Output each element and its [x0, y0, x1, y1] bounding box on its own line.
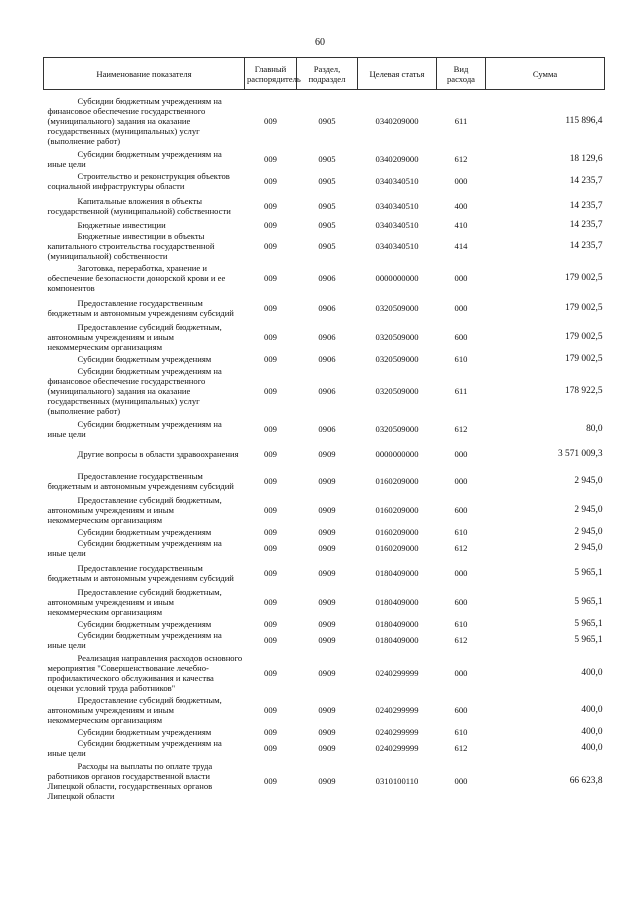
- row-article: 0240299999: [375, 705, 419, 715]
- table-row: [44, 726, 605, 737]
- table-row: [44, 586, 605, 618]
- table-row: [44, 219, 605, 230]
- row-name-line: Реализация направления расходов основного: [77, 652, 243, 663]
- row-name-line: некоммерческим организациям: [47, 607, 163, 617]
- row-name-line: Субсидии бюджетным учреждениям: [77, 618, 212, 629]
- row-administrator: 009: [264, 543, 277, 553]
- row-name-line: бюджетным и автономным учреждениям субсидий: [47, 480, 234, 491]
- row-type: 000: [454, 302, 468, 313]
- row-article: 0160209000: [375, 526, 419, 537]
- row-sum: 400,0: [581, 743, 603, 753]
- row-name: [44, 230, 245, 262]
- row-name-line: иные цели: [47, 548, 86, 558]
- row-sum: 400,0: [581, 667, 603, 678]
- row-sum: 18 129,6: [569, 154, 603, 164]
- table-row: [44, 694, 605, 726]
- row-sum: 3 571 009,3: [557, 448, 603, 459]
- budget-table: [43, 57, 605, 802]
- row-type: 612: [454, 154, 468, 164]
- row-article: 0160209000: [375, 475, 419, 486]
- row-type: 414: [454, 241, 468, 251]
- row-article: 0340209000: [375, 116, 419, 126]
- row-administrator: 009: [264, 597, 277, 607]
- row-administrator: 009: [264, 618, 277, 629]
- row-name-line: (муниципального) задания на оказание: [47, 116, 191, 126]
- row-article: 0340340510: [375, 200, 419, 211]
- row-name-line: Предоставление субсидий бюджетным,: [77, 695, 222, 705]
- row-administrator: 009: [264, 526, 277, 537]
- table-row: [44, 494, 605, 526]
- row-name: [44, 629, 245, 651]
- table-row: [44, 192, 605, 219]
- row-administrator: 009: [264, 332, 277, 342]
- row-section: 0909: [318, 635, 336, 645]
- row-section: 0906: [318, 424, 336, 434]
- row-name: [44, 651, 245, 694]
- row-section: 0909: [318, 448, 336, 459]
- row-section: 0909: [318, 726, 336, 737]
- table-row: [44, 321, 605, 353]
- table-row: [44, 418, 605, 440]
- header-type: Вид расхода: [437, 58, 486, 90]
- row-type: 000: [454, 176, 468, 186]
- header-section: Раздел, подраздел: [297, 58, 358, 90]
- row-name-line: Субсидии бюджетным учреждениям на: [77, 738, 222, 748]
- row-section: 0905: [318, 154, 336, 164]
- row-administrator: 009: [264, 273, 277, 283]
- row-name: [44, 559, 245, 586]
- row-sum: 5 965,1: [574, 597, 603, 607]
- row-article: 0240299999: [375, 726, 419, 737]
- row-name-line: (муниципального) задания на оказание: [47, 386, 191, 396]
- row-name-line: Предоставление государственным: [77, 297, 203, 308]
- table-row: [44, 559, 605, 586]
- row-administrator: 009: [264, 635, 277, 645]
- row-section: 0905: [318, 241, 336, 251]
- row-administrator: 009: [264, 505, 277, 515]
- row-administrator: 009: [264, 200, 277, 211]
- row-section: 0906: [318, 353, 336, 364]
- row-sum: 178 922,5: [565, 386, 603, 396]
- row-administrator: 009: [264, 424, 277, 434]
- table-row: [44, 467, 605, 494]
- row-sum: 179 002,5: [565, 302, 603, 313]
- row-sum: 115 896,4: [565, 116, 603, 126]
- row-name: [44, 94, 245, 148]
- table-row: [44, 759, 605, 802]
- row-name-line: некоммерческим организациям: [47, 715, 163, 725]
- row-sum: 2 945,0: [574, 505, 603, 515]
- row-section: 0905: [318, 176, 336, 186]
- table-row: [44, 353, 605, 364]
- row-article: 0320509000: [375, 386, 419, 396]
- row-article: 0000000000: [375, 273, 419, 283]
- row-name-line: бюджетным и автономным учреждениям субсидий: [47, 572, 234, 583]
- row-name: [44, 494, 245, 526]
- row-name-line: бюджетным и автономным учреждениям субсидий: [47, 307, 234, 318]
- row-article: 0180409000: [375, 635, 419, 645]
- row-article: 0340340510: [375, 219, 419, 230]
- row-name-line: оценки условий труда работников": [47, 682, 176, 693]
- row-section: 0909: [318, 667, 336, 678]
- row-article: 0240299999: [375, 743, 419, 753]
- row-name-line: автономным учреждениям и иным: [47, 705, 174, 715]
- row-name-line: социальной инфраструктуры области: [47, 181, 185, 191]
- row-administrator: 009: [264, 705, 277, 715]
- row-name-line: компонентов: [47, 283, 95, 293]
- row-name-line: Предоставление государственным: [77, 470, 203, 481]
- row-sum: 2 945,0: [574, 543, 603, 553]
- row-name-line: Липецкой области, государственных органов: [47, 780, 213, 791]
- row-sum: 14 235,7: [569, 241, 603, 251]
- row-name-line: (муниципальной) собственности: [47, 251, 168, 261]
- row-type: 612: [454, 743, 468, 753]
- row-article: 0320509000: [375, 424, 419, 434]
- row-name-line: капитального строительства государственной: [47, 241, 215, 251]
- row-sum: 14 235,7: [569, 200, 603, 211]
- row-administrator: 009: [264, 667, 277, 678]
- row-name: [44, 418, 245, 440]
- row-article: 0160209000: [375, 543, 419, 553]
- row-type: 000: [454, 567, 468, 578]
- row-section: 0909: [318, 526, 336, 537]
- table-row: [44, 364, 605, 418]
- row-sum: 14 235,7: [569, 176, 603, 186]
- table-row: [44, 262, 605, 294]
- table-row: [44, 618, 605, 629]
- row-sum: 179 002,5: [565, 273, 603, 283]
- row-name-line: финансовое обеспечение государственного: [47, 376, 206, 386]
- row-name: [44, 737, 245, 759]
- row-article: 0000000000: [375, 448, 419, 459]
- row-name-line: Субсидии бюджетным учреждениям: [77, 526, 212, 537]
- row-name-line: иные цели: [47, 640, 86, 650]
- row-administrator: 009: [264, 302, 277, 313]
- row-name-line: Другие вопросы в области здравоохранения: [77, 448, 239, 459]
- row-type: 400: [454, 200, 468, 211]
- table-row: [44, 148, 605, 170]
- row-name-line: работников органов государственной власти: [47, 770, 211, 781]
- row-name-line: Субсидии бюджетным учреждениям: [77, 353, 212, 364]
- row-sum: 2 945,0: [574, 475, 603, 486]
- row-type: 610: [454, 618, 468, 629]
- row-section: 0905: [318, 116, 336, 126]
- row-type: 000: [454, 448, 468, 459]
- row-name: [44, 321, 245, 353]
- row-name: [44, 726, 245, 737]
- table-row: [44, 230, 605, 262]
- row-name-line: мероприятия "Совершенствование лечебно-: [47, 662, 209, 673]
- row-type: 000: [454, 667, 468, 678]
- row-type: 612: [454, 424, 468, 434]
- table-row: [44, 170, 605, 192]
- row-name: [44, 170, 245, 192]
- row-type: 000: [454, 273, 468, 283]
- row-article: 0320509000: [375, 353, 419, 364]
- row-sum: 5 965,1: [574, 618, 603, 629]
- row-article: 0340209000: [375, 154, 419, 164]
- row-section: 0909: [318, 743, 336, 753]
- row-name-line: (выполнение работ): [47, 136, 121, 146]
- header-article: Целевая статья: [358, 58, 437, 90]
- row-name-line: (выполнение работ): [47, 406, 121, 416]
- row-section: 0909: [318, 543, 336, 553]
- row-name-line: Липецкой области: [47, 790, 115, 801]
- row-name-line: государственных (муниципальных) услуг: [47, 396, 200, 406]
- row-sum: 400,0: [581, 726, 603, 737]
- row-section: 0909: [318, 567, 336, 578]
- row-name: [44, 759, 245, 802]
- row-section: 0905: [318, 200, 336, 211]
- row-type: 410: [454, 219, 468, 230]
- row-administrator: 009: [264, 353, 277, 364]
- row-article: 0180409000: [375, 597, 419, 607]
- row-name-line: Предоставление субсидий бюджетным,: [77, 587, 222, 597]
- row-sum: 179 002,5: [565, 332, 603, 342]
- row-name-line: государственной (муниципальной) собственности: [47, 205, 231, 216]
- table-row: [44, 537, 605, 559]
- row-article: 0340340510: [375, 176, 419, 186]
- row-section: 0909: [318, 618, 336, 629]
- row-name: [44, 148, 245, 170]
- row-sum: 2 945,0: [574, 526, 603, 537]
- row-type: 000: [454, 775, 468, 786]
- row-administrator: 009: [264, 386, 277, 396]
- row-type: 600: [454, 705, 468, 715]
- row-sum: 80,0: [586, 424, 603, 434]
- row-name-line: Субсидии бюджетным учреждениям на: [77, 149, 222, 159]
- row-name-line: Предоставление субсидий бюджетным,: [77, 495, 222, 505]
- row-sum: 66 623,8: [569, 775, 603, 786]
- row-article: 0340340510: [375, 241, 419, 251]
- row-type: 600: [454, 505, 468, 515]
- row-name: [44, 353, 245, 364]
- row-name: [44, 618, 245, 629]
- row-type: 612: [454, 543, 468, 553]
- row-name-line: Субсидии бюджетным учреждениям: [77, 726, 212, 737]
- row-name-line: иные цели: [47, 159, 86, 169]
- row-name-line: Предоставление государственным: [77, 562, 203, 573]
- row-section: 0909: [318, 475, 336, 486]
- row-type: 000: [454, 475, 468, 486]
- row-name-line: Строительство и реконструкция объектов: [77, 171, 230, 181]
- row-administrator: 009: [264, 475, 277, 486]
- row-sum: 400,0: [581, 705, 603, 715]
- row-name: [44, 440, 245, 467]
- row-administrator: 009: [264, 567, 277, 578]
- row-type: 610: [454, 353, 468, 364]
- row-type: 600: [454, 332, 468, 342]
- row-sum: 14 235,7: [569, 219, 603, 230]
- table-body: [44, 90, 605, 803]
- row-name-line: некоммерческим организациям: [47, 515, 163, 525]
- row-administrator: 009: [264, 241, 277, 251]
- row-name: [44, 537, 245, 559]
- row-name: [44, 526, 245, 537]
- row-section: 0909: [318, 597, 336, 607]
- table-row: [44, 737, 605, 759]
- header-sum: Сумма: [486, 58, 605, 90]
- row-section: 0906: [318, 273, 336, 283]
- row-article: 0320509000: [375, 302, 419, 313]
- table-row: [44, 94, 605, 148]
- row-type: 611: [454, 116, 468, 126]
- row-administrator: 009: [264, 219, 277, 230]
- row-administrator: 009: [264, 775, 277, 786]
- row-name-line: Заготовка, переработка, хранение и: [77, 263, 207, 273]
- row-name: [44, 294, 245, 321]
- row-section: 0909: [318, 775, 336, 786]
- row-name-line: Субсидии бюджетным учреждениям на: [77, 538, 222, 548]
- row-name-line: иные цели: [47, 748, 86, 758]
- row-name: [44, 192, 245, 219]
- row-article: 0310100110: [375, 775, 419, 786]
- row-section: 0906: [318, 386, 336, 396]
- row-administrator: 009: [264, 726, 277, 737]
- row-article: 0320509000: [375, 332, 419, 342]
- header-name: Наименование показателя: [44, 58, 245, 90]
- table-row: [44, 651, 605, 694]
- row-name-line: Субсидии бюджетным учреждениям на: [77, 366, 222, 376]
- row-article: 0180409000: [375, 618, 419, 629]
- row-name: [44, 262, 245, 294]
- table-header: [44, 58, 605, 90]
- row-section: 0905: [318, 219, 336, 230]
- row-name-line: автономным учреждениям и иным: [47, 505, 174, 515]
- row-name-line: финансовое обеспечение государственного: [47, 106, 206, 116]
- row-name-line: профилактического обслуживания и качества: [47, 672, 214, 683]
- row-name-line: некоммерческим организациям: [47, 342, 163, 352]
- row-name-line: Бюджетные инвестиции в объекты: [77, 231, 205, 241]
- row-section: 0909: [318, 505, 336, 515]
- row-sum: 5 965,1: [574, 635, 603, 645]
- row-type: 611: [454, 386, 468, 396]
- row-name: [44, 219, 245, 230]
- row-administrator: 009: [264, 448, 277, 459]
- row-section: 0906: [318, 302, 336, 313]
- row-section: 0909: [318, 705, 336, 715]
- row-name-line: обеспечение безопасности донорской крови и ее: [47, 273, 226, 283]
- table-row: [44, 629, 605, 651]
- row-name-line: Бюджетные инвестиции: [77, 219, 166, 230]
- row-name-line: Субсидии бюджетным учреждениям на: [77, 96, 222, 106]
- row-name-line: Субсидии бюджетным учреждениям на: [77, 419, 222, 429]
- row-administrator: 009: [264, 116, 277, 126]
- row-type: 610: [454, 726, 468, 737]
- row-name-line: иные цели: [47, 429, 86, 439]
- row-name: [44, 586, 245, 618]
- row-article: 0240299999: [375, 667, 419, 678]
- row-type: 610: [454, 526, 468, 537]
- row-section: 0906: [318, 332, 336, 342]
- row-name-line: Расходы на выплаты по оплате труда: [77, 760, 213, 771]
- row-name-line: автономным учреждениям и иным: [47, 597, 174, 607]
- row-name: [44, 694, 245, 726]
- row-name-line: государственных (муниципальных) услуг: [47, 126, 200, 136]
- row-article: 0160209000: [375, 505, 419, 515]
- table-row: [44, 294, 605, 321]
- row-sum: 179 002,5: [565, 353, 603, 364]
- header-administrator: Главный распорядитель: [245, 58, 297, 90]
- row-name-line: автономным учреждениям и иным: [47, 332, 174, 342]
- row-name-line: Субсидии бюджетным учреждениям на: [77, 630, 222, 640]
- page-number: 60: [315, 37, 325, 48]
- row-administrator: 009: [264, 176, 277, 186]
- row-name-line: Капитальные вложения в объекты: [77, 195, 203, 206]
- row-name: [44, 467, 245, 494]
- row-administrator: 009: [264, 743, 277, 753]
- row-name: [44, 364, 245, 418]
- row-sum: 5 965,1: [574, 567, 603, 578]
- table-row: [44, 440, 605, 467]
- row-type: 612: [454, 635, 468, 645]
- row-name-line: Предоставление субсидий бюджетным,: [77, 322, 222, 332]
- table-row: [44, 526, 605, 537]
- row-article: 0180409000: [375, 567, 419, 578]
- row-administrator: 009: [264, 154, 277, 164]
- row-type: 600: [454, 597, 468, 607]
